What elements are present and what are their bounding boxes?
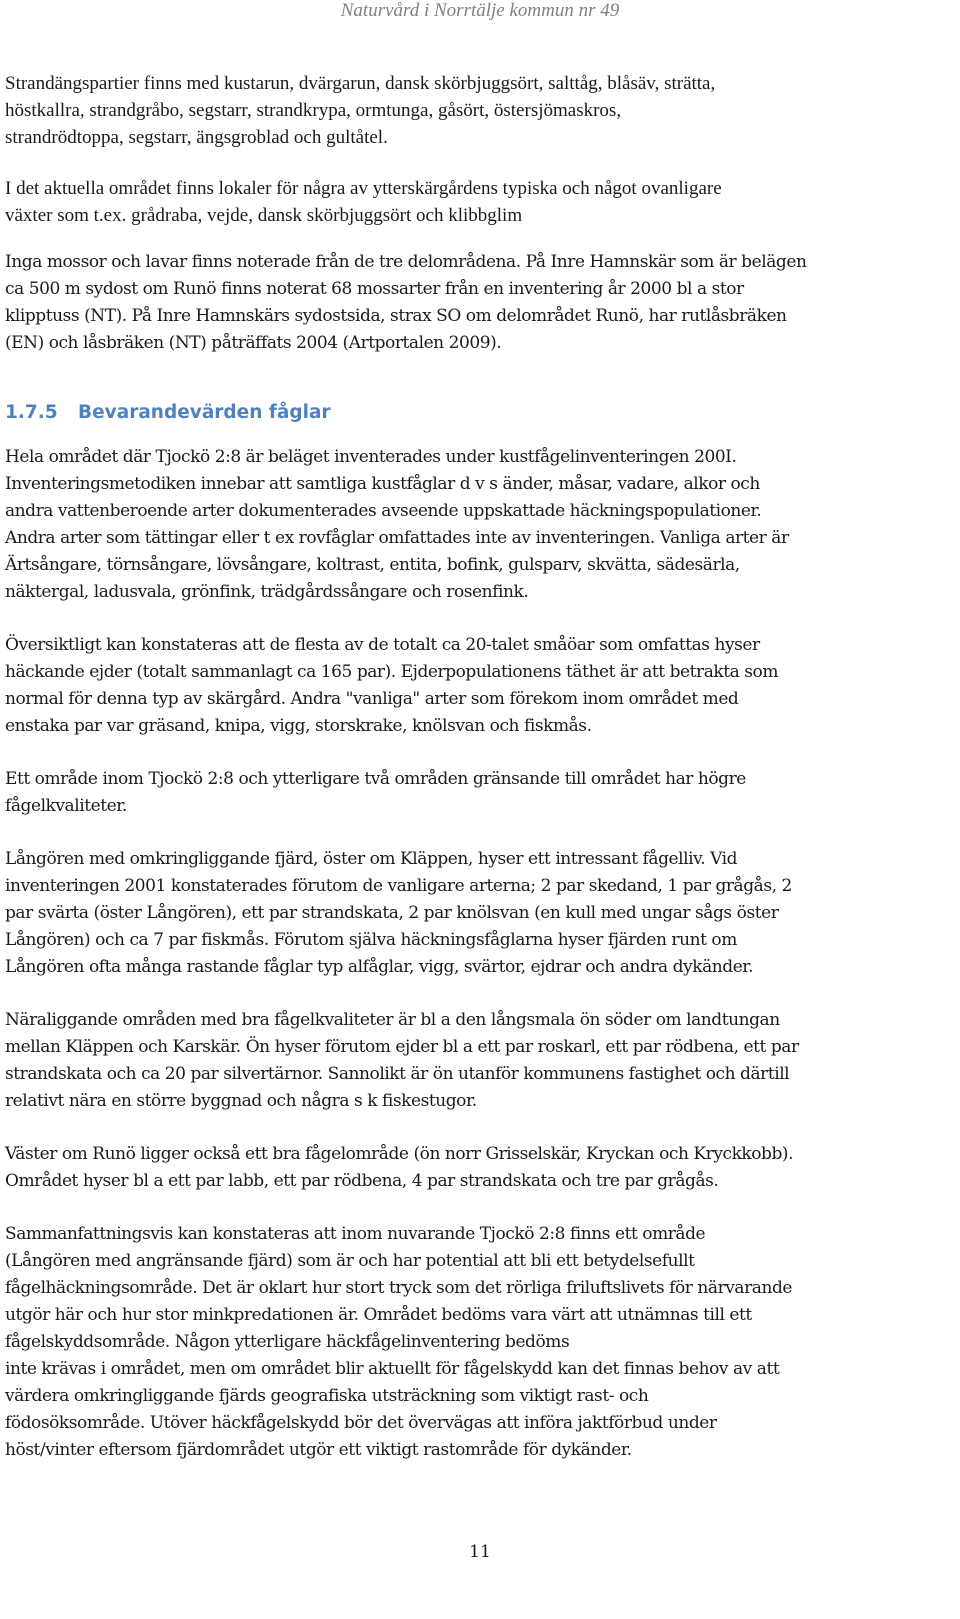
paragraph-notable-plants: I det aktuella området finns lokaler för några av ytterskärgårdens typiska och något ovanligare växter som t.ex. grådraba, vejde, dansk skörbjuggsört och klibbglim [5,178,722,226]
running-header: Naturvård i Norrtälje kommun nr 49 [340,0,620,21]
section-number: 1.7.5 [5,402,58,423]
page-content [5,70,945,1464]
paragraph-eider-overview: Översiktligt kan konstateras att de flesta av de totalt ca 20-talet småöar som omfattas hyser häckande ejder (totalt sammanlagt ca 165 par). Ejderpopulationens täthet är att betrakta som normal för denna typ av skärgård. Andra "vanliga" arter som förekom inom området med enstaka par var gräsand, knipa, vigg, storskrake, knölsvan och fiskmås. [5,635,779,736]
paragraph-mosses-lichens: Inga mossor och lavar finns noterade från de tre delområdena. På Inre Hamnskär som är belägen ca 500 m sydost om Runö finns noterat 68 mossarter från en inventering år 2000 bl a stor klipptuss (NT). På Inre Hamnskärs sydostsida, strax SO om delområdet Runö, har rutlåsbräken (EN) och låsbräken (NT) påträffats 2004 (Artportalen 2009). [5,252,807,353]
paragraph-bird-inventory: Hela området där Tjockö 2:8 är beläget inventerades under kustfågelinventeringen 200I. Inventeringsmetodiken innebar att samtliga kustfåglar d v s änder, måsar, vadare, alkor och andra vattenberoende arter dokumenterades avseende uppskattade häckningspopulationer. Andra arter som tättingar eller t ex rovfåglar omfattades inte av inventeringen. Vanliga arter är Ärtsångare, törnsångare, lövsångare, koltrast, entita, bofink, gulsparv, skvätta, sädesärla, näktergal, ladusvala, grönfink, trädgårdssångare och rosenfink. [5,447,789,602]
section-title: Bevarandevärden fåglar [78,402,331,423]
section-heading [5,400,945,426]
paragraph-summary: Sammanfattningsvis kan konstateras att inom nuvarande Tjockö 2:8 finns ett område (Långören med angränsande fjärd) som är och har potential att bli ett betydelsefullt fågelhäckningsområde. Det är oklart hur stort tryck som det rörliga friluftslivets för närvarande utgör här och hur stor minkpredationen är. Området bedöms vara värt att utnämnas till ett fågelskyddsområde. Någon ytterligare häckfågelinventering bedöms inte krävas i området, men om området blir aktuellt för fågelskydd kan det finnas behov av att värdera omkringliggande fjärds geografiska utsträckning som viktigt rast- och födosöksområde. Utöver häckfågelskydd bör det övervägas att införa jaktförbud under höst/vinter eftersom fjärdområdet utgör ett viktigt rastområde för dykänder. [5,1224,792,1460]
page-number: 11 [469,1542,491,1562]
paragraph-west-of-runo: Väster om Runö ligger också ett bra fågelområde (ön norr Grisselskär, Kryckan och Kryckkobb). Området hyser bl a ett par labb, ett par rödbena, 4 par strandskata och tre par grågås. [5,1144,794,1191]
paragraph-shore-meadows: Strandängspartier finns med kustarun, dvärgarun, dansk skörbjuggsört, salttåg, blåsäv, strätta, höstkallra, strandgråbo, segstarr, strandkrypa, ormtunga, gåsört, östersjömaskros, strandrödtoppa, segstarr, ängsgroblad och gultåtel. [5,73,716,148]
paragraph-nearby-areas: Näraliggande områden med bra fågelkvaliteter är bl a den långsmala ön söder om landtungan mellan Kläppen och Karskär. Ön hyser förutom ejder bl a ett par roskarl, ett par rödbena, ett par strandskata och ca 20 par silvertärnor. Sannolikt är ön utanför kommunens fastighet och därtill relativt nära en större byggnad och några s k fiskestugor. [5,1010,799,1111]
paragraph-langoren: Långören med omkringliggande fjärd, öster om Kläppen, hyser ett intressant fågelliv. Vid inventeringen 2001 konstaterades förutom de vanligare arterna; 2 par skedand, 1 par grågås, 2 par svärta (öster Långören), ett par strandskata, 2 par knölsvan (en kull med ungar sågs öster Långören) och ca 7 par fiskmås. Förutom själva häckningsfåglarna hyser fjärden runt om Långören ofta många rastande fåglar typ alfåglar, vigg, svärtor, ejdrar och andra dykänder. [5,849,792,977]
paragraph-high-bird-values: Ett område inom Tjockö 2:8 och ytterligare två områden gränsande till området har högre fågelkvaliteter. [5,769,746,816]
